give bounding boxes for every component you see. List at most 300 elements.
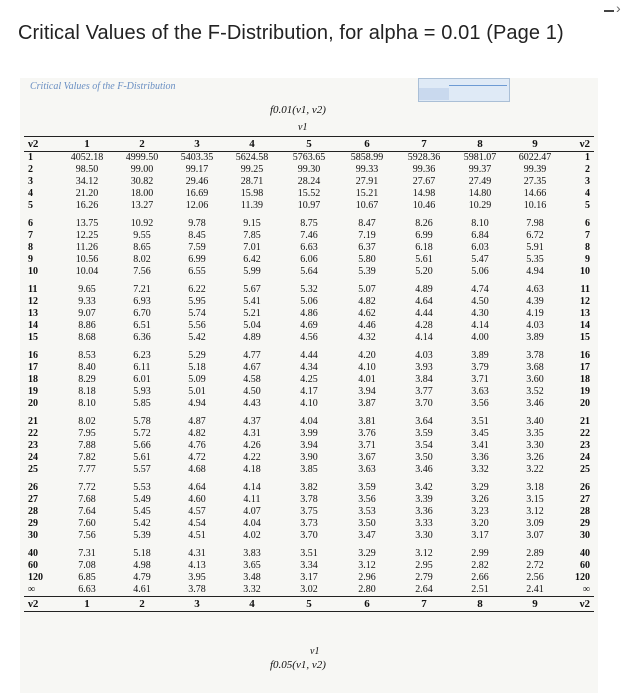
table-cell: 18.00	[130, 188, 154, 199]
table-cell: 6.93	[133, 296, 151, 307]
table-cell: 3.75	[300, 506, 318, 517]
table-cell: 4.86	[300, 308, 318, 319]
table-cell: 3.53	[358, 506, 376, 517]
table-cell: 7.01	[243, 242, 261, 253]
row-label: 15	[580, 332, 590, 343]
graph-area	[419, 88, 449, 100]
table-cell: 2.89	[526, 548, 544, 559]
row-label: 24	[580, 452, 590, 463]
table-row	[24, 164, 594, 176]
table-cell: 5.07	[358, 284, 376, 295]
table-cell: 3.71	[358, 440, 376, 451]
table-cell: 4.00	[471, 332, 489, 343]
table-cell: 3.52	[526, 386, 544, 397]
table-cell: 5.45	[133, 506, 151, 517]
table-cell: 4.37	[243, 416, 261, 427]
table-cell: 3.29	[358, 548, 376, 559]
row-label: 60	[580, 560, 590, 571]
table-cell: 9.15	[243, 218, 261, 229]
row-label: 9	[585, 254, 590, 265]
table-cell: 3.30	[415, 530, 433, 541]
row-label: 16	[28, 350, 38, 361]
column-header: 9	[508, 597, 562, 612]
table-cell: 3.32	[243, 584, 261, 595]
table-cell: 3.18	[526, 482, 544, 493]
table-cell: 4.94	[188, 398, 206, 409]
table-cell: 3.33	[415, 518, 433, 529]
table-cell: 5.56	[188, 320, 206, 331]
row-label: 24	[28, 452, 38, 463]
table-cell: 12.06	[185, 200, 209, 211]
table-cell: 4.50	[471, 296, 489, 307]
row-label: 4	[585, 188, 590, 199]
table-cell: 10.67	[355, 200, 379, 211]
table-cell: 6.42	[243, 254, 261, 265]
table-cell: 3.56	[471, 398, 489, 409]
table-cell: 6.18	[415, 242, 433, 253]
table-row	[24, 308, 594, 320]
table-cell: 4.50	[243, 386, 261, 397]
table-cell: 4.10	[300, 398, 318, 409]
table-cell: 3.90	[300, 452, 318, 463]
row-label: 11	[28, 284, 38, 295]
row-label: 7	[585, 230, 590, 241]
table-cell: 3.35	[526, 428, 544, 439]
table-cell: 3.83	[243, 548, 261, 559]
table-cell: 4.74	[471, 284, 489, 295]
row-label: 12	[580, 296, 590, 307]
table-cell: 3.26	[471, 494, 489, 505]
table-cell: 7.68	[78, 494, 96, 505]
table-cell: 3.65	[243, 560, 261, 571]
table-cell: 6.22	[188, 284, 206, 295]
table-row	[24, 218, 594, 230]
table-cell: 7.08	[78, 560, 96, 571]
table-row	[24, 464, 594, 482]
table-cell: 14.80	[468, 188, 492, 199]
column-header: 9	[508, 137, 562, 152]
table-cell: 5.35	[526, 254, 544, 265]
table-cell: 3.36	[415, 506, 433, 517]
table-cell: 4.56	[300, 332, 318, 343]
table-cell: 9.33	[78, 296, 96, 307]
table-row	[24, 518, 594, 530]
table-cell: 5.80	[358, 254, 376, 265]
table-cell: 8.86	[78, 320, 96, 331]
table-cell: 3.46	[526, 398, 544, 409]
table-cell: 4.32	[358, 332, 376, 343]
table-row	[24, 284, 594, 296]
table-cell: 4.87	[188, 416, 206, 427]
table-row	[24, 230, 594, 242]
table-cell: 4.01	[358, 374, 376, 385]
table-cell: 4.98	[133, 560, 151, 571]
table-cell: 12.25	[75, 230, 99, 241]
table-cell: 4.34	[300, 362, 318, 373]
row-label: 14	[580, 320, 590, 331]
table-cell: 3.07	[526, 530, 544, 541]
column-header: 8	[452, 137, 508, 152]
row-label: 27	[28, 494, 38, 505]
table-cell: 5.72	[133, 428, 151, 439]
table-cell: 99.17	[185, 164, 209, 175]
table-cell: 5.47	[471, 254, 489, 265]
table-cell: 10.46	[412, 200, 436, 211]
table-cell: 99.36	[412, 164, 436, 175]
table-cell: 4.11	[243, 494, 261, 505]
row-label: 28	[580, 506, 590, 517]
table-cell: 5.41	[243, 296, 261, 307]
table-row	[24, 242, 594, 254]
table-cell: 4.20	[358, 350, 376, 361]
row-label: 17	[580, 362, 590, 373]
row-label: 9	[28, 254, 33, 265]
table-cell: 3.95	[188, 572, 206, 583]
table-cell: 3.40	[526, 416, 544, 427]
table-cell: 4.82	[358, 296, 376, 307]
table-cell: 3.51	[471, 416, 489, 427]
table-cell: 10.04	[75, 266, 99, 277]
table-cell: 3.45	[471, 428, 489, 439]
table-cell: 6.63	[300, 242, 318, 253]
f-table	[24, 136, 594, 612]
table-cell: 3.54	[415, 440, 433, 451]
table-cell: 9.78	[188, 218, 206, 229]
row-label: ∞	[28, 584, 36, 595]
table-cell: 7.77	[78, 464, 96, 475]
column-header: 4	[224, 137, 280, 152]
table-cell: 10.29	[468, 200, 492, 211]
table-cell: 4.25	[300, 374, 318, 385]
watermark: Critical Values of the F-Distribution	[30, 81, 176, 92]
row-label: 27	[580, 494, 590, 505]
table-cell: 10.97	[297, 200, 321, 211]
table-cell: 6.51	[133, 320, 151, 331]
table-cell: 4.51	[188, 530, 206, 541]
table-cell: 3.12	[415, 548, 433, 559]
bottom-nu1-label: ν1	[310, 646, 320, 657]
table-cell: 4.79	[133, 572, 151, 583]
table-cell: 4.69	[300, 320, 318, 331]
table-row	[24, 452, 594, 464]
row-label: 20	[580, 398, 590, 409]
corner-label: ν2	[562, 597, 594, 612]
table-cell: 99.00	[130, 164, 154, 175]
table-cell: 3.56	[358, 494, 376, 505]
table-cell: 3.59	[358, 482, 376, 493]
table-cell: 3.63	[358, 464, 376, 475]
column-header: 6	[338, 137, 396, 152]
table-row	[24, 428, 594, 440]
table-cell: 3.15	[526, 494, 544, 505]
table-cell: 4052.18	[70, 152, 104, 163]
row-label: 23	[580, 440, 590, 451]
table-cell: 3.70	[300, 530, 318, 541]
row-label: 15	[28, 332, 38, 343]
table-cell: 7.46	[300, 230, 318, 241]
table-cell: 8.75	[300, 218, 318, 229]
table-cell: 4.64	[188, 482, 206, 493]
table-cell: 28.71	[240, 176, 264, 187]
table-row	[24, 374, 594, 386]
table-cell: 3.89	[526, 332, 544, 343]
table-cell: 99.39	[523, 164, 547, 175]
column-header: 1	[60, 597, 114, 612]
row-label: 40	[580, 548, 590, 559]
table-cell: 4.76	[188, 440, 206, 451]
table-cell: 7.56	[133, 266, 151, 277]
table-row	[24, 530, 594, 548]
table-cell: 13.75	[75, 218, 99, 229]
row-label: 5	[28, 200, 33, 211]
table-cell: 7.98	[526, 218, 544, 229]
row-label: 120	[28, 572, 43, 583]
table-row	[24, 296, 594, 308]
table-cell: 5.49	[133, 494, 151, 505]
table-cell: 6.36	[133, 332, 151, 343]
table-cell: 3.93	[415, 362, 433, 373]
table-cell: 4.07	[243, 506, 261, 517]
row-label: 28	[28, 506, 38, 517]
table-cell: 3.73	[300, 518, 318, 529]
table-row	[24, 320, 594, 332]
table-row	[24, 350, 594, 362]
table-cell: 8.10	[471, 218, 489, 229]
footer-row	[24, 597, 594, 612]
column-header: 3	[170, 137, 224, 152]
table-cell: 4999.50	[125, 152, 159, 163]
table-cell: 27.67	[412, 176, 436, 187]
row-label: 11	[580, 284, 590, 295]
table-cell: 6.23	[133, 350, 151, 361]
row-label: 25	[28, 464, 38, 475]
table-cell: 34.12	[75, 176, 99, 187]
table-cell: 7.56	[78, 530, 96, 541]
table-cell: 3.39	[415, 494, 433, 505]
table-cell: 4.94	[526, 266, 544, 277]
table-cell: 4.14	[243, 482, 261, 493]
table-cell: 6022.47	[518, 152, 552, 163]
table-cell: 3.47	[358, 530, 376, 541]
table-cell: 11.26	[75, 242, 99, 253]
table-cell: 2.72	[526, 560, 544, 571]
table-cell: 9.65	[78, 284, 96, 295]
table-cell: 6.55	[188, 266, 206, 277]
table-cell: 3.51	[300, 548, 318, 559]
table-cell: 15.21	[355, 188, 379, 199]
table-cell: 6.99	[188, 254, 206, 265]
table-cell: 7.31	[78, 548, 96, 559]
table-cell: 8.47	[358, 218, 376, 229]
table-cell: 5.93	[133, 386, 151, 397]
header-row	[24, 137, 594, 152]
column-header: 5	[280, 597, 338, 612]
row-label: 10	[28, 266, 38, 277]
corner-label: ν2	[24, 597, 60, 612]
table-cell: 29.46	[185, 176, 209, 187]
table-cell: 4.68	[188, 464, 206, 475]
table-cell: 5.61	[415, 254, 433, 265]
table-row	[24, 332, 594, 350]
table-cell: 3.34	[300, 560, 318, 571]
table-cell: 14.98	[412, 188, 436, 199]
table-cell: 7.60	[78, 518, 96, 529]
table-cell: 4.62	[358, 308, 376, 319]
table-cell: 3.63	[471, 386, 489, 397]
table-cell: 8.26	[415, 218, 433, 229]
row-label: 1	[28, 152, 33, 163]
table-cell: 5858.99	[350, 152, 384, 163]
table-cell: 13.27	[130, 200, 154, 211]
row-label: 40	[28, 548, 38, 559]
table-cell: 5.06	[471, 266, 489, 277]
table-cell: 2.80	[358, 584, 376, 595]
table-cell: 4.19	[526, 308, 544, 319]
table-cell: 3.42	[415, 482, 433, 493]
table-cell: 3.59	[415, 428, 433, 439]
table-cell: 3.78	[300, 494, 318, 505]
table-cell: 3.26	[526, 452, 544, 463]
table-scan	[20, 78, 598, 693]
table-cell: 5763.65	[292, 152, 326, 163]
table-cell: 98.50	[75, 164, 99, 175]
table-cell: 5.74	[188, 308, 206, 319]
table-cell: 3.81	[358, 416, 376, 427]
table-cell: 11.39	[240, 200, 264, 211]
table-cell: 3.78	[188, 584, 206, 595]
table-cell: 99.33	[355, 164, 379, 175]
table-row	[24, 548, 594, 560]
table-cell: 3.99	[300, 428, 318, 439]
table-cell: 4.60	[188, 494, 206, 505]
table-cell: 5.53	[133, 482, 151, 493]
column-header: 1	[60, 137, 114, 152]
table-cell: 4.31	[243, 428, 261, 439]
table-cell: 4.13	[188, 560, 206, 571]
table-cell: 5.39	[133, 530, 151, 541]
table-cell: 99.30	[297, 164, 321, 175]
table-cell: 2.79	[415, 572, 433, 583]
table-cell: 4.18	[243, 464, 261, 475]
table-cell: 4.44	[415, 308, 433, 319]
table-row	[24, 572, 594, 584]
row-label: 22	[580, 428, 590, 439]
table-cell: 3.30	[526, 440, 544, 451]
table-cell: 4.22	[243, 452, 261, 463]
row-label: 10	[580, 266, 590, 277]
table-cell: 6.72	[526, 230, 544, 241]
column-header: 3	[170, 597, 224, 612]
table-cell: 3.85	[300, 464, 318, 475]
row-label: 20	[28, 398, 38, 409]
table-cell: 4.26	[243, 440, 261, 451]
row-label: 18	[580, 374, 590, 385]
table-row	[24, 482, 594, 494]
column-header: 8	[452, 597, 508, 612]
table-cell: 4.30	[471, 308, 489, 319]
table-cell: 5.32	[300, 284, 318, 295]
table-cell: 4.89	[415, 284, 433, 295]
corner-label: ν2	[24, 137, 60, 152]
table-cell: 6.37	[358, 242, 376, 253]
table-cell: 10.16	[523, 200, 547, 211]
row-label: 25	[580, 464, 590, 475]
table-cell: 4.58	[243, 374, 261, 385]
top-label: f0.01(ν1, ν2)	[270, 104, 326, 116]
table-cell: 3.17	[471, 530, 489, 541]
column-header: 7	[396, 137, 452, 152]
row-label: 8	[585, 242, 590, 253]
table-cell: 6.63	[78, 584, 96, 595]
table-cell: 9.07	[78, 308, 96, 319]
row-label: 17	[28, 362, 38, 373]
table-cell: 7.88	[78, 440, 96, 451]
table-cell: 5928.36	[407, 152, 441, 163]
table-cell: 4.17	[300, 386, 318, 397]
row-label: 12	[28, 296, 38, 307]
table-row	[24, 200, 594, 218]
table-row	[24, 494, 594, 506]
table-cell: 3.84	[415, 374, 433, 385]
table-cell: 10.92	[130, 218, 154, 229]
minimize-icon[interactable]	[604, 10, 614, 12]
table-cell: 4.64	[415, 296, 433, 307]
table-cell: 3.71	[471, 374, 489, 385]
table-cell: 6.70	[133, 308, 151, 319]
table-cell: 3.17	[300, 572, 318, 583]
table-cell: 6.99	[415, 230, 433, 241]
row-label: 30	[580, 530, 590, 541]
table-cell: 5.91	[526, 242, 544, 253]
table-cell: 5.20	[415, 266, 433, 277]
table-cell: 3.23	[471, 506, 489, 517]
page-title: Critical Values of the F-Distribution, for alpha = 0.01 (Page 1)	[18, 22, 564, 44]
row-label: 6	[28, 218, 33, 229]
table-cell: 30.82	[130, 176, 154, 187]
table-cell: 3.68	[526, 362, 544, 373]
table-cell: 6.84	[471, 230, 489, 241]
table-cell: 3.94	[300, 440, 318, 451]
row-label: 19	[28, 386, 38, 397]
table-cell: 3.12	[358, 560, 376, 571]
row-label: 3	[28, 176, 33, 187]
table-cell: 5.95	[188, 296, 206, 307]
table-cell: 4.63	[526, 284, 544, 295]
table-cell: 4.03	[526, 320, 544, 331]
table-cell: 14.66	[523, 188, 547, 199]
table-cell: 8.18	[78, 386, 96, 397]
table-cell: 28.24	[297, 176, 321, 187]
table-cell: 5.18	[133, 548, 151, 559]
chevron-right-icon[interactable]: ›	[616, 0, 621, 16]
table-cell: 5.57	[133, 464, 151, 475]
row-label: 29	[28, 518, 38, 529]
table-cell: 5403.35	[180, 152, 214, 163]
table-cell: 4.72	[188, 452, 206, 463]
table-cell: 27.35	[523, 176, 547, 187]
table-cell: 7.72	[78, 482, 96, 493]
graph-curve	[449, 85, 507, 86]
corner-label: ν2	[562, 137, 594, 152]
table-cell: 15.52	[297, 188, 321, 199]
table-cell: 8.45	[188, 230, 206, 241]
row-label: 6	[585, 218, 590, 229]
table-cell: 8.02	[133, 254, 151, 265]
table-cell: 4.04	[300, 416, 318, 427]
row-label: 22	[28, 428, 38, 439]
table-row	[24, 152, 594, 165]
table-cell: 2.64	[415, 584, 433, 595]
